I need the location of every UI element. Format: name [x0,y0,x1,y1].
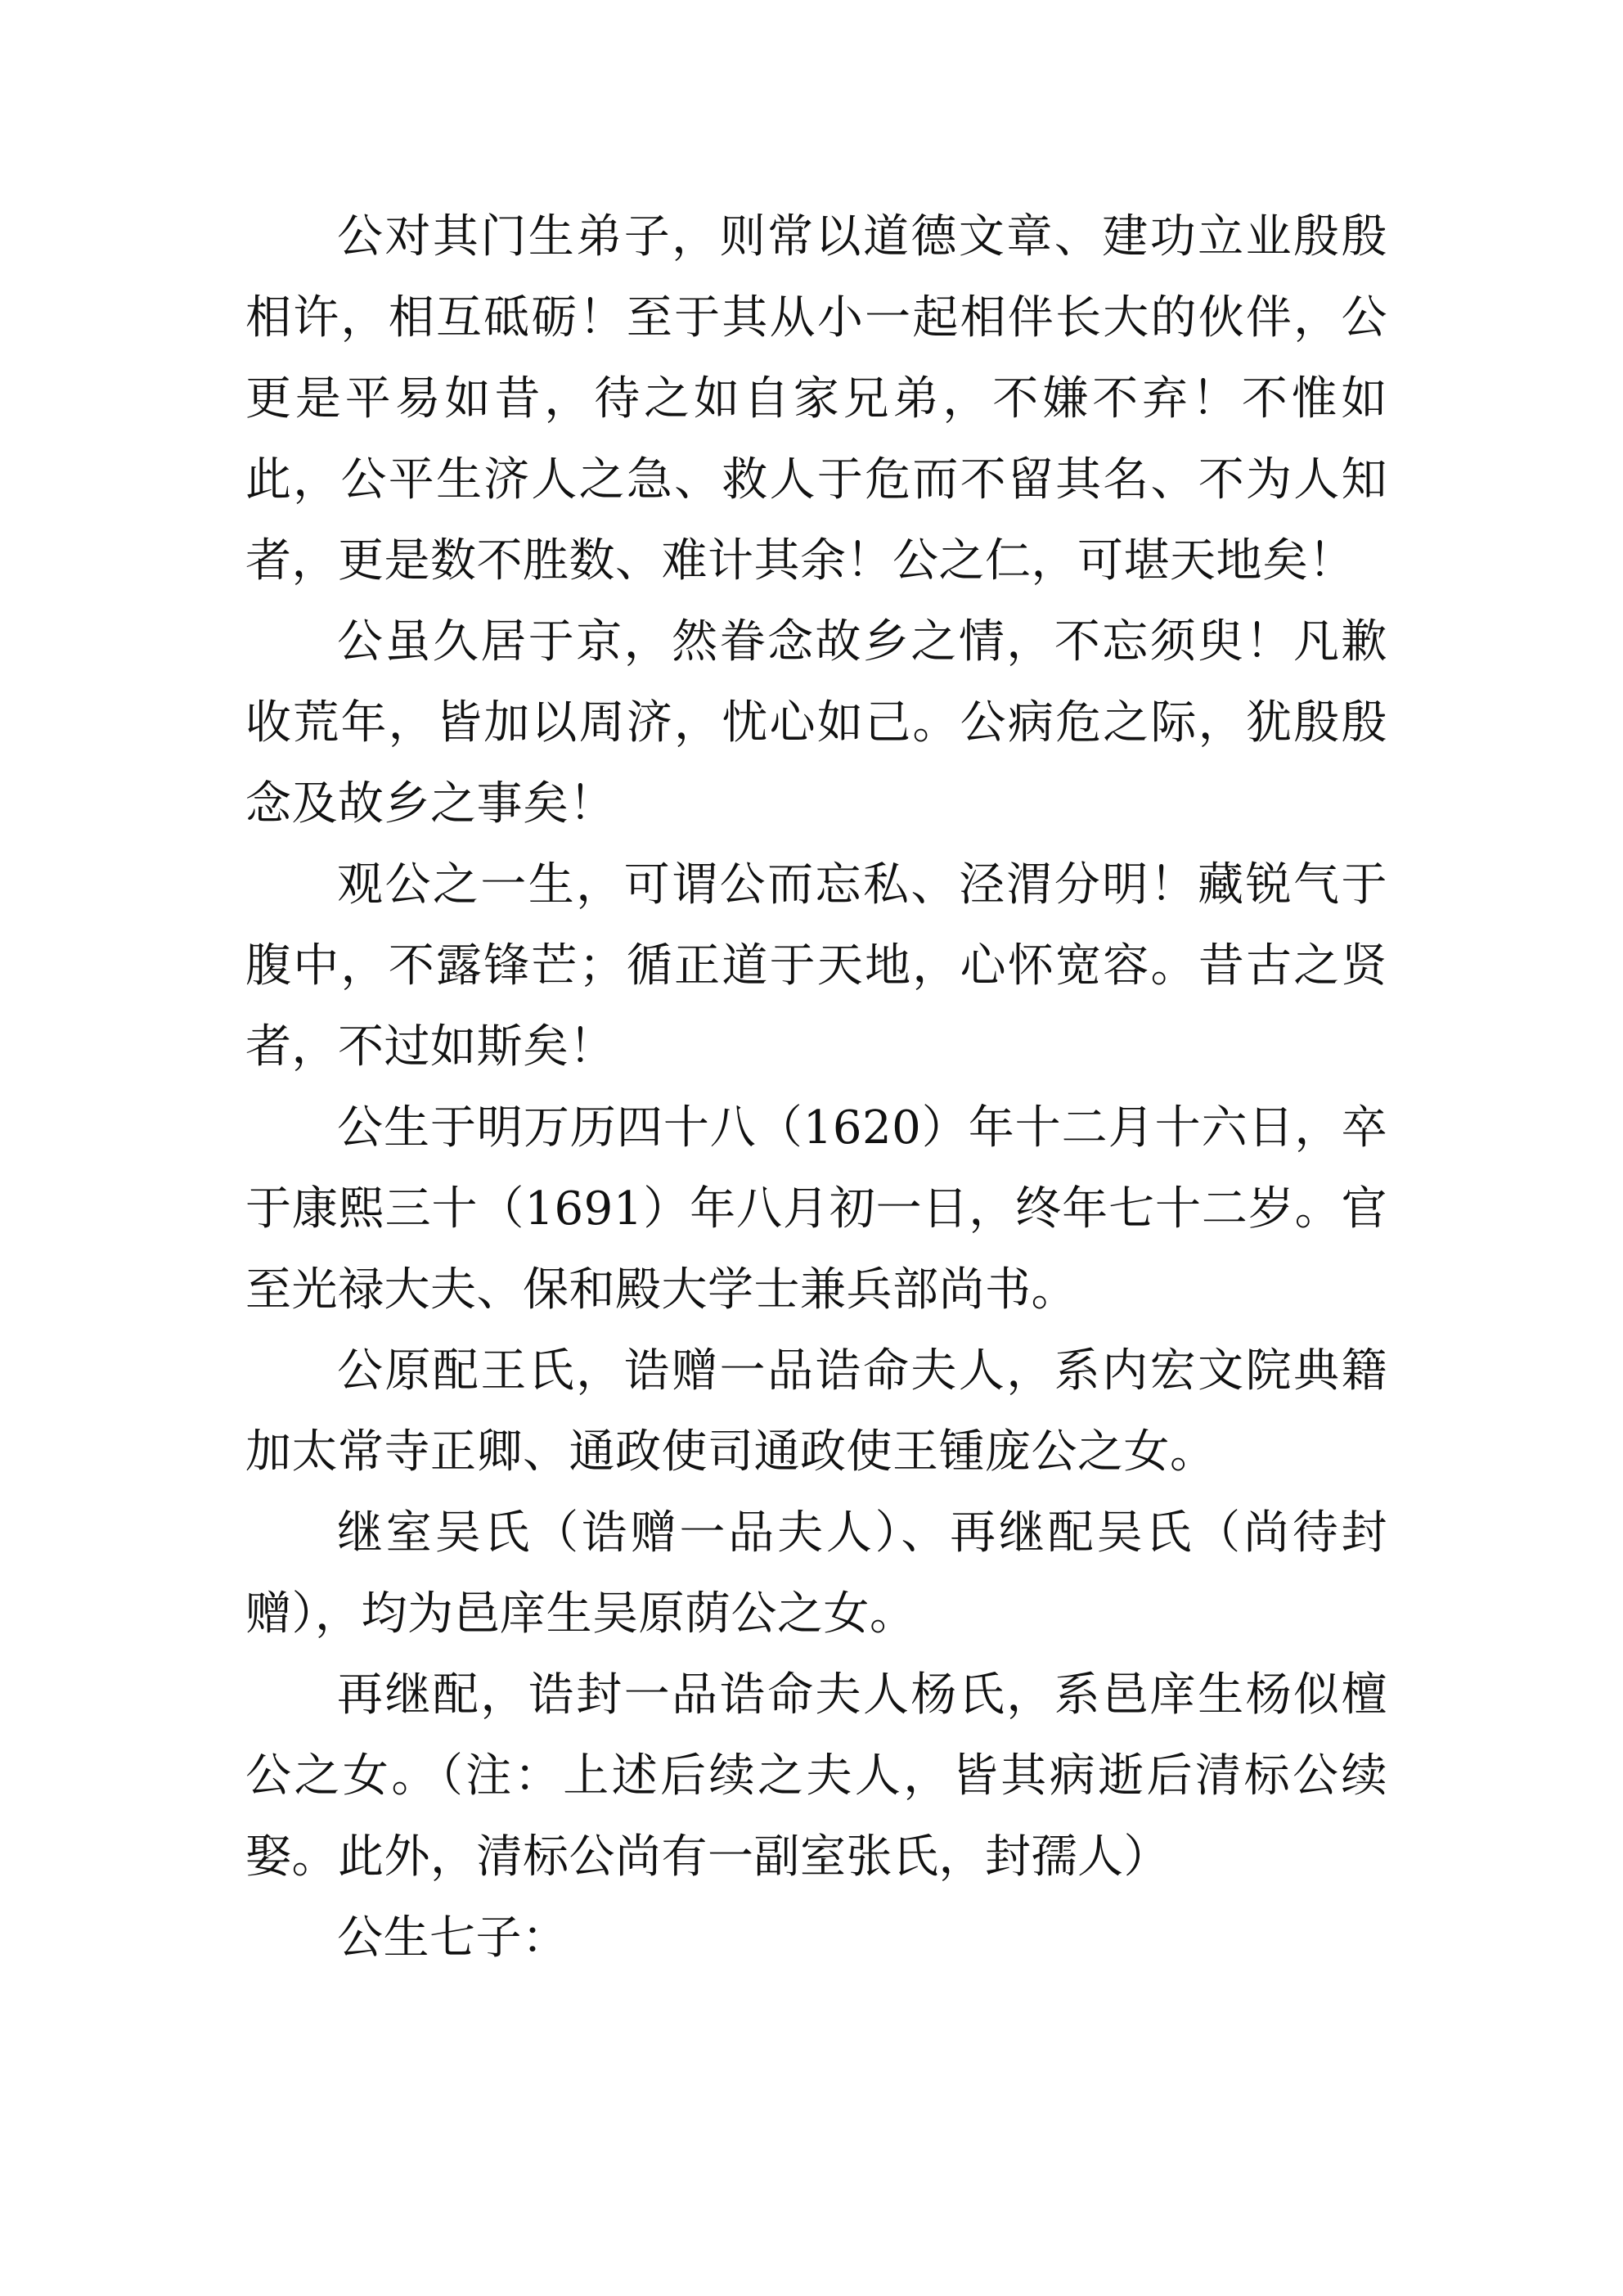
paragraph-birth-death: 公生于明万历四十八（1620）年十二月十六日，卒于康熙三十（1691）年八月初一日，终年七十二岁。官至光禄大夫、保和殿大学士兼兵部尚书。 [245,1101,1387,1317]
paragraph-life-summary: 观公之一生，可谓公而忘私、泾渭分明！藏锐气于腹中，不露锋芒；循正道于天地，心怀宽容。昔古之贤者，不过如斯矣！ [245,858,1387,1074]
paragraph-virtue: 公对其门生弟子，则常以道德文章、建功立业殷殷相许，相互砥砺！至于其从小一起相伴长大的伙伴，公更是平易如昔，待之如自家兄弟，不嫌不弃！不惟如此，公平生济人之急、救人于危而不留其名、不为人知者，更是数不胜数、难计其余！公之仁，可堪天地矣！ [245,210,1387,588]
paragraph-second-wives: 继室吴氏（诰赠一品夫人）、再继配吴氏（尚待封赠），均为邑庠生吴原荫公之女。 [245,1506,1387,1641]
document-page [245,196,1387,1979]
paragraph-sons: 公生七子： [337,1911,569,1965]
paragraph-hometown: 公虽久居于京，然眷念故乡之情，不忘须臾！凡歉收荒年，皆加以周济，忧心如己。公病危之际，犹殷殷念及故乡之事矣！ [245,615,1387,831]
paragraph-first-wife: 公原配王氏，诰赠一品诰命夫人，系内宏文院典籍加太常寺正卿、通政使司通政使王锺庞公之女。 [245,1344,1387,1479]
paragraph-later-wife: 再继配，诰封一品诰命夫人杨氏，系邑庠生杨似檀公之女。（注：上述后续之夫人，皆其病逝后清标公续娶。此外，清标公尚有一副室张氏，封孺人） [245,1668,1387,1884]
